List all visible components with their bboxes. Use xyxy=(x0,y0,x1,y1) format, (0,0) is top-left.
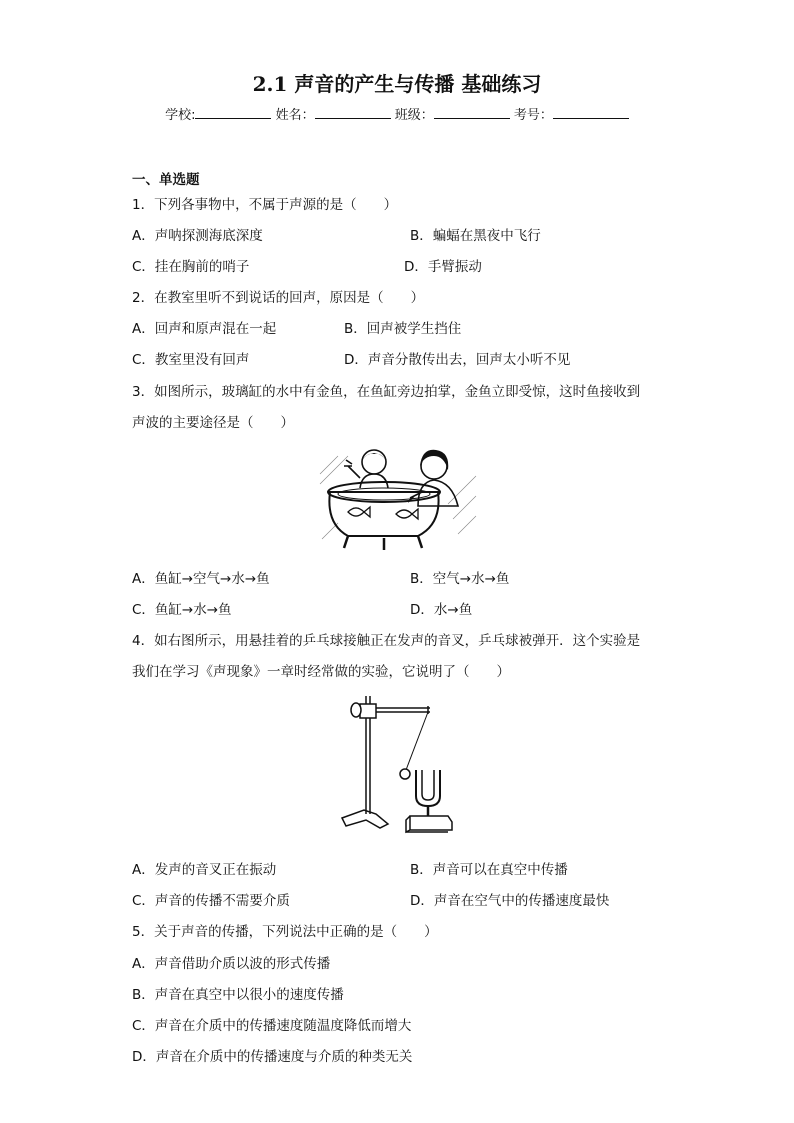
q4-option-c: C．声音的传播不需要介质 xyxy=(132,893,290,909)
q3-option-c: C．鱼缸→水→鱼 xyxy=(132,602,232,618)
q4-option-b: B．声音可以在真空中传播 xyxy=(410,862,568,878)
q1-option-c: C．挂在胸前的哨子 xyxy=(132,259,250,275)
fish-tank-figure xyxy=(318,444,478,552)
q2-option-d: D．声音分散传出去，回声太小听不见 xyxy=(344,352,571,368)
class-blank[interactable] xyxy=(434,106,510,119)
q1-option-a: A．声呐探测海底深度 xyxy=(132,228,263,244)
q1-stem: 1．下列各事物中，不属于声源的是（ ） xyxy=(132,197,398,213)
class-label: 班级： xyxy=(394,108,434,123)
school-blank[interactable] xyxy=(195,106,271,119)
q1-option-b: B．蝙蝠在黑夜中飞行 xyxy=(410,228,541,244)
number-label: 考号： xyxy=(513,108,553,123)
name-label: 姓名： xyxy=(275,108,315,123)
q3-stem-line2: 声波的主要途径是（ ） xyxy=(132,415,294,431)
page-title: 2.1 声音的产生与传播 基础练习 xyxy=(252,72,542,96)
q5-option-c: C．声音在介质中的传播速度随温度降低而增大 xyxy=(132,1018,412,1034)
q2-option-a: A．回声和原声混在一起 xyxy=(132,321,277,337)
q3-option-b: B．空气→水→鱼 xyxy=(410,571,510,587)
q4-option-a: A．发声的音叉正在振动 xyxy=(132,862,277,878)
name-blank[interactable] xyxy=(315,106,391,119)
q3-stem-line1: 3．如图所示，玻璃缸的水中有金鱼，在鱼缸旁边拍掌，金鱼立即受惊，这时鱼接收到 xyxy=(132,384,641,400)
q4-option-d: D．声音在空气中的传播速度最快 xyxy=(410,893,610,909)
q3-option-a: A．鱼缸→空气→水→鱼 xyxy=(132,571,270,587)
section-heading: 一、单选题 xyxy=(132,172,200,188)
q1-option-d: D．手臂振动 xyxy=(404,259,482,275)
tuning-fork-figure xyxy=(336,690,458,836)
student-info-row xyxy=(0,104,794,123)
q3-option-d: D．水→鱼 xyxy=(410,602,473,618)
q2-option-b: B．回声被学生挡住 xyxy=(344,321,462,337)
q5-option-d: D．声音在介质中的传播速度与介质的种类无关 xyxy=(132,1049,413,1065)
number-blank[interactable] xyxy=(553,106,629,119)
q4-stem-line1: 4．如右图所示，用悬挂着的乒乓球接触正在发声的音叉，乒乓球被弹开．这个实验是 xyxy=(132,633,641,649)
q2-option-c: C．教室里没有回声 xyxy=(132,352,250,368)
school-label: 学校: xyxy=(165,108,196,123)
q5-option-a: A．声音借助介质以波的形式传播 xyxy=(132,956,331,972)
q4-stem-line2: 我们在学习《声现象》一章时经常做的实验，它说明了（ ） xyxy=(132,664,510,680)
q5-option-b: B．声音在真空中以很小的速度传播 xyxy=(132,987,344,1003)
q5-stem: 5．关于声音的传播，下列说法中正确的是（ ） xyxy=(132,924,438,940)
q2-stem: 2．在教室里听不到说话的回声，原因是（ ） xyxy=(132,290,425,306)
